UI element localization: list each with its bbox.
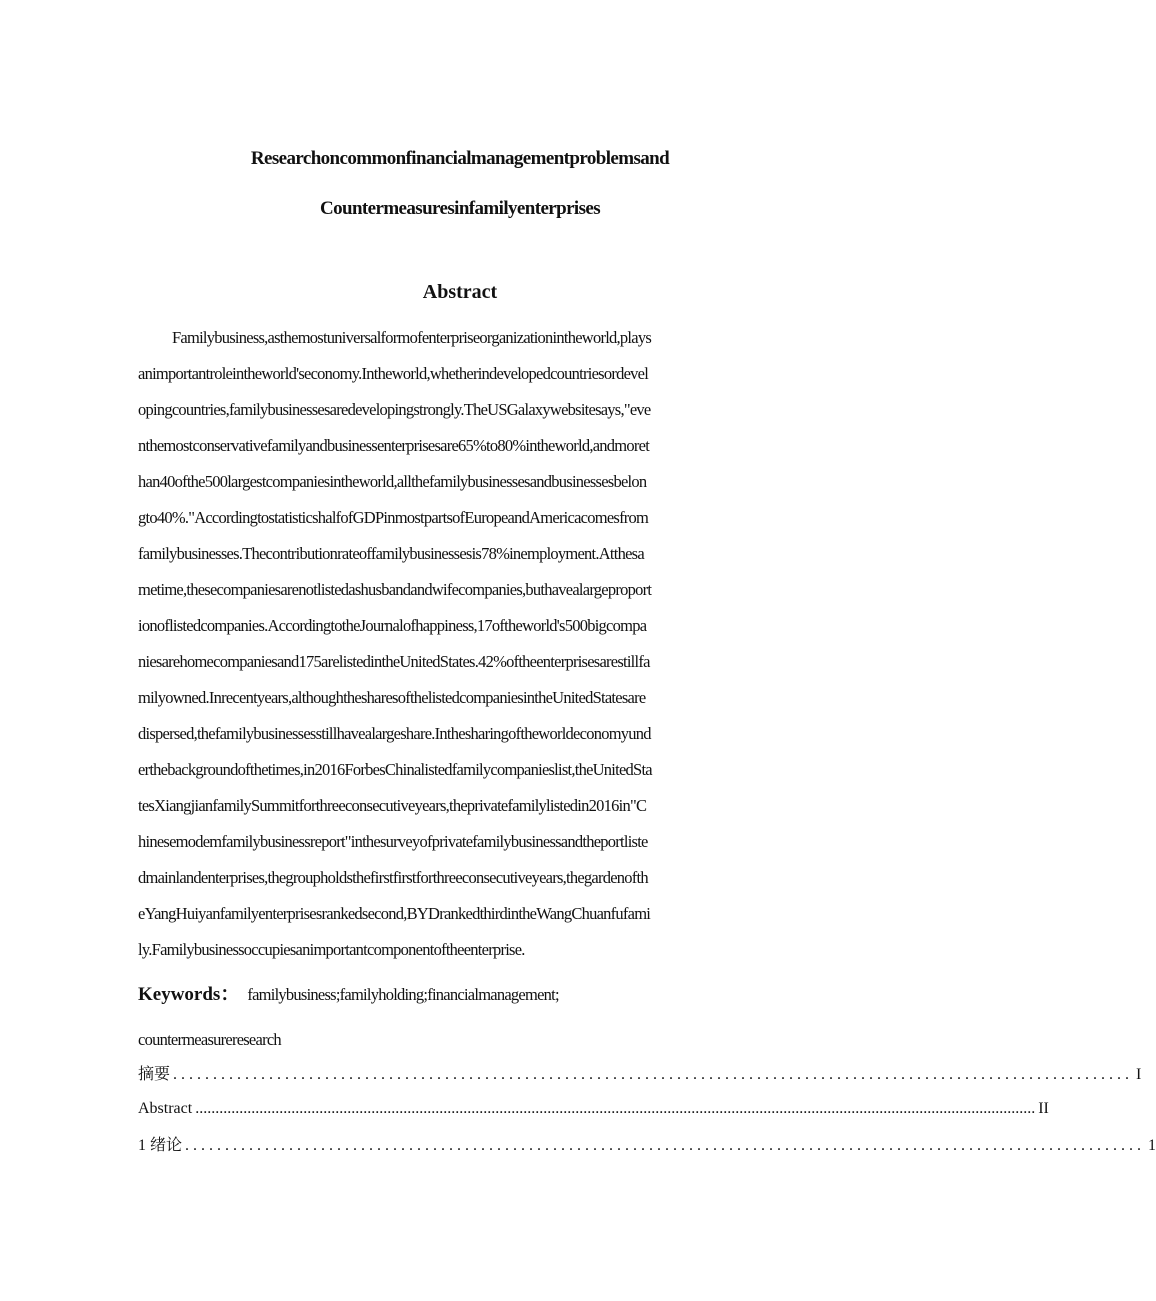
abstract-line: metime,thesecompaniesarenotlistedashusbandandwifecompanies,buthavealargeproport <box>138 580 652 599</box>
title-line-1: Researchoncommonfinancialmanagementproblemsand <box>250 148 670 169</box>
toc-leader-dots: ........................................................................................................................ <box>185 1137 1146 1154</box>
abstract-line: familybusinesses.Thecontributionrateoffamilybusinessesis78%inemployment.Atthesa <box>138 544 644 563</box>
abstract-line: tesXiangjianfamilySummitforthreeconsecutiveyears,theprivatefamilylistedin2016in"C <box>138 796 647 815</box>
abstract-line: opingcountries,familybusinessesaredevelopingstrongly.TheUSGalaxywebsitesays,"eve <box>138 400 651 419</box>
abstract-line: han40ofthe500largestcompaniesintheworld,allthefamilybusinessesandbusinessesbelon <box>138 472 647 491</box>
toc-entry-abstract[interactable] <box>138 1096 1049 1122</box>
abstract-line: erthebackgroundofthetimes,in2016ForbesChinalistedfamilycompanieslist,theUnitedSta <box>138 760 652 779</box>
keywords-text: familybusiness;familyholding;financialmanagement; <box>247 985 559 1004</box>
toc-label: 1 绪论 <box>138 1137 183 1154</box>
toc-label: Abstract <box>138 1100 193 1117</box>
keywords-line <box>138 981 784 1010</box>
abstract-line: dispersed,thefamilybusinessesstillhavealargeshare.Inthesharingoftheworldeconomyund <box>138 724 651 743</box>
abstract-line: dmainlandenterprises,thegroupholdsthefirstfirstforthreeconsecutiveyears,thegardenofth <box>138 868 648 887</box>
abstract-body <box>138 320 784 968</box>
toc-leader-dots: .................................................................................................................................................................................................................. <box>195 1100 1036 1117</box>
abstract-line: Familybusiness,asthemostuniversalformofenterpriseorganizationintheworld,plays <box>172 328 651 347</box>
abstract-line: niesarehomecompaniesand175arelistedintheUnitedStates.42%oftheenterprisesarestillfa <box>138 652 650 671</box>
abstract-line: hinesemodemfamilybusinessreport"inthesurveyofprivatefamilybusinessandtheportliste <box>138 832 648 851</box>
abstract-heading: Abstract <box>422 281 498 303</box>
toc-page-number: I <box>1136 1066 1142 1083</box>
abstract-line: animportantroleintheworld'seconomy.Intheworld,whetherindevelopedcountriesordevel <box>138 364 649 383</box>
keywords-label: Keywords： <box>138 984 240 1005</box>
abstract-line: gto40%."AccordingtostatisticshalfofGDPinmostpartsofEuropeandAmericacomesfrom <box>138 508 649 527</box>
toc-entry-abstract-cn[interactable] <box>138 1062 1142 1088</box>
abstract-line: ly.Familybusinessoccupiesanimportantcomponentoftheenterprise. <box>138 940 525 959</box>
keywords-continuation: countermeasureresearch <box>138 1030 281 1049</box>
toc-page-number: 1 <box>1148 1137 1156 1154</box>
title-line-2: Countermeasuresinfamilyenterprises <box>319 198 601 219</box>
abstract-line: milyowned.Inrecentyears,althoughthesharesofthelistedcompaniesintheUnitedStatesare <box>138 688 646 707</box>
toc-page-number: II <box>1038 1100 1049 1117</box>
abstract-line: eYangHuiyanfamilyenterprisesrankedsecond,BYDrankedthirdintheWangChuanfufami <box>138 904 651 923</box>
toc-leader-dots: ........................................................................................................................ <box>173 1066 1134 1083</box>
toc-entry-introduction[interactable] <box>138 1133 1156 1159</box>
toc-label: 摘要 <box>138 1066 171 1083</box>
abstract-line: nthemostconservativefamilyandbusinessenterprisesare65%to80%intheworld,andmoret <box>138 436 650 455</box>
abstract-line: ionoflistedcompanies.AccordingtotheJournalofhappiness,17oftheworld's500bigcompa <box>138 616 647 635</box>
